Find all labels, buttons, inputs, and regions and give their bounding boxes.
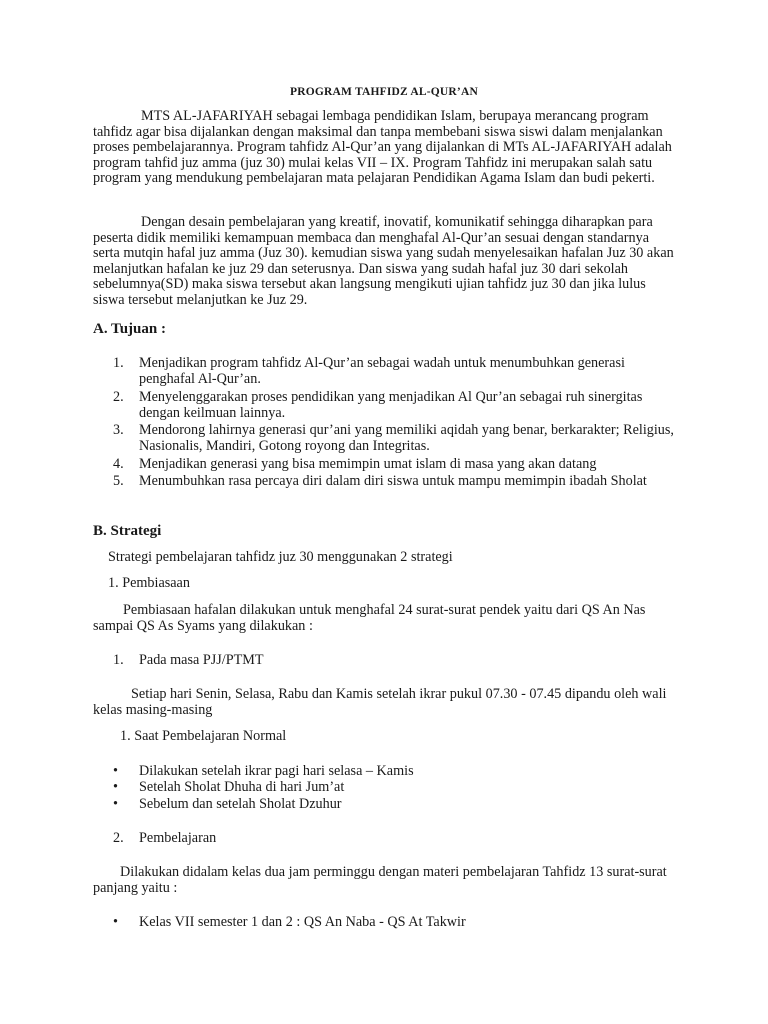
goal-text: Menyelenggarakan proses pendidikan yang menjadikan Al Qur’an sebagai ruh sinergitas dengan keilmuan lainnya. xyxy=(139,389,643,422)
bullet-dot-icon: • xyxy=(113,779,118,795)
sub2-label: Pembelajaran xyxy=(139,830,217,846)
goal-text: Menjadikan generasi yang bisa memimpin umat islam di masa yang akan datang xyxy=(139,456,597,472)
section-b-heading: B. Strategi xyxy=(93,523,162,539)
goal-text: Menumbuhkan rasa percaya diri dalam diri siswa untuk mampu memimpin ibadah Sholat xyxy=(139,473,647,489)
design-paragraph xyxy=(93,215,678,309)
learning-paragraph-text: Dilakukan didalam kelas dua jam perminggu dengan materi pembelajaran Tahfidz 13 surat-surat panjang yaitu : xyxy=(93,864,667,897)
bullet-text: Dilakukan setelah ikrar pagi hari selasa – Kamis xyxy=(139,763,414,779)
bullet-dot-icon: • xyxy=(113,796,118,812)
goal-number: 2. xyxy=(113,389,124,405)
strategy-sub1-label: 1. Pembiasaan xyxy=(108,575,190,591)
habit-paragraph xyxy=(93,602,683,635)
bullet-text: Setelah Sholat Dhuha di hari Jum’at xyxy=(139,779,345,795)
pjj-paragraph-text: Setiap hari Senin, Selasa, Rabu dan Kamis setelah ikrar pukul 07.30 - 07.45 dipandu oleh wali kelas masing-masing xyxy=(93,686,667,719)
section-a-heading: A. Tujuan : xyxy=(93,321,166,337)
pjj-label: Pada masa PJJ/PTMT xyxy=(139,652,264,668)
bullet-dot-icon: • xyxy=(113,763,118,779)
goal-text: Mendorong lahirnya generasi qur’ani yang memiliki aqidah yang benar, berkarakter; Religius, Nasionalis, Mandiri, Gotong royong dan Integritas. xyxy=(139,422,674,455)
goal-text: Menjadikan program tahfidz Al-Qur’an sebagai wadah untuk menumbuhkan generasi penghafal Al-Qur’an. xyxy=(139,355,625,388)
pjj-paragraph xyxy=(93,686,678,719)
habit-paragraph-text: Pembiasaan hafalan dilakukan untuk menghafal 24 surat-surat pendek yaitu dari QS An Nas sampai QS As Syams yang dilakukan : xyxy=(93,602,646,635)
sub2-number: 2. xyxy=(113,830,124,846)
bullet-text: Kelas VII semester 1 dan 2 : QS An Naba - QS At Takwir xyxy=(139,914,466,930)
strategy-intro: Strategi pembelajaran tahfidz juz 30 menggunakan 2 strategi xyxy=(108,549,453,565)
normal-learning-label: 1. Saat Pembelajaran Normal xyxy=(120,728,287,744)
goal-number: 3. xyxy=(113,422,124,438)
bullet-text: Sebelum dan setelah Sholat Dzuhur xyxy=(139,796,342,812)
learning-paragraph xyxy=(93,864,678,897)
intro-paragraph-text: MTS AL-JAFARIYAH sebagai lembaga pendidikan Islam, berupaya merancang program tahfidz agar bisa dijalankan dengan maksimal dan tanpa membebani siswa siswi dalam menjalankan proses pembelajarannya. Program tahfidz Al-Qur’an yang dijalankan di MTs AL-JAFARIYAH adalah program tahfid juz amma (juz 30) mulai kelas VII – IX. Program Tahfidz ini merupakan salah satu program yang mendukung pembelajaran mata pelajaran Pendidikan Agama Islam dan budi pekerti. xyxy=(93,108,672,187)
goal-number: 1. xyxy=(113,355,124,371)
intro-paragraph xyxy=(93,109,673,187)
bullet-dot-icon: • xyxy=(113,914,118,930)
goal-number: 4. xyxy=(113,456,124,472)
pjj-number: 1. xyxy=(113,652,124,668)
design-paragraph-text: Dengan desain pembelajaran yang kreatif, inovatif, komunikatif sehingga diharapkan para peserta didik memiliki kemampuan membaca dan menghafal Al-Qur’an sesuai dengan standarnya serta mutqin hafal juz amma (Juz 30). kemudian siswa yang sudah menyelesaikan hafalan Juz 30 akan melanjutkan hafalan ke juz 29 dan seterusnya. Dan siswa yang sudah hafal juz 30 dari sekolah sebelumnya(SD) maka siswa tersebut akan langsung mengikuti ujian tahfidz juz 30 dan jika lulus siswa tersebut melanjutkan ke Juz 29. xyxy=(93,214,674,308)
document-title: PROGRAM TAHFIDZ AL-QUR’AN xyxy=(290,86,478,98)
goal-number: 5. xyxy=(113,473,124,489)
